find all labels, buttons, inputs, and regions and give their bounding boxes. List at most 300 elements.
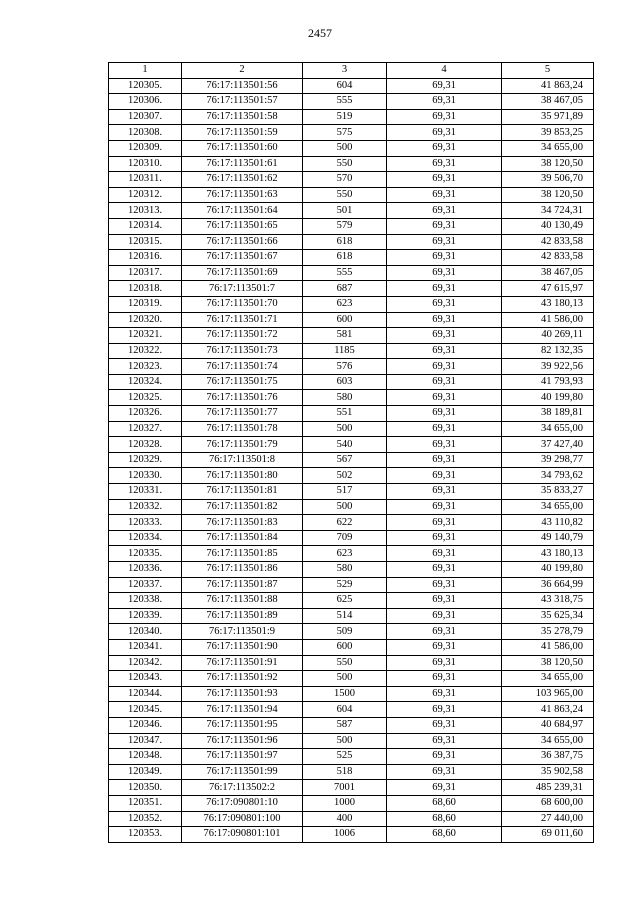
table-row [109, 312, 594, 328]
table-cell: 76:17:113501:75 [182, 374, 303, 390]
table-cell: 69,31 [387, 94, 502, 110]
table-cell: 69,31 [387, 359, 502, 375]
page-number: 2457 [308, 26, 332, 40]
table-cell: 76:17:113501:8 [182, 452, 303, 468]
table-cell: 68,60 [387, 811, 502, 827]
table-row [109, 78, 594, 94]
table-cell: 120336. [109, 562, 182, 578]
table-cell: 120322. [109, 343, 182, 359]
table-cell: 120318. [109, 281, 182, 297]
table-cell: 120327. [109, 421, 182, 437]
table-cell: 76:17:113501:56 [182, 78, 303, 94]
table-row [109, 546, 594, 562]
table-cell: 69,31 [387, 686, 502, 702]
table-cell: 76:17:113501:73 [182, 343, 303, 359]
header-row [109, 63, 594, 79]
table-cell: 69,31 [387, 172, 502, 188]
table-cell: 38 467,05 [502, 94, 594, 110]
table-cell: 34 793,62 [502, 468, 594, 484]
table-cell: 1500 [303, 686, 387, 702]
table-cell: 69,31 [387, 109, 502, 125]
table-cell: 120305. [109, 78, 182, 94]
table-body [109, 78, 594, 842]
table-cell: 76:17:113501:57 [182, 94, 303, 110]
table-cell: 120309. [109, 140, 182, 156]
table-cell: 38 189,81 [502, 406, 594, 422]
table-cell: 76:17:113501:95 [182, 717, 303, 733]
table-row [109, 562, 594, 578]
table-cell: 120333. [109, 515, 182, 531]
table-cell: 120330. [109, 468, 182, 484]
table-cell: 69,31 [387, 140, 502, 156]
table-cell: 76:17:113502:2 [182, 780, 303, 796]
table-cell: 120325. [109, 390, 182, 406]
column-header: 5 [502, 63, 594, 79]
table-cell: 120342. [109, 655, 182, 671]
table-cell: 76:17:113501:83 [182, 515, 303, 531]
table-cell: 68,60 [387, 795, 502, 811]
table-cell: 69,31 [387, 187, 502, 203]
table-row [109, 780, 594, 796]
column-header: 1 [109, 63, 182, 79]
table-cell: 69,31 [387, 530, 502, 546]
table-cell: 120308. [109, 125, 182, 141]
table-cell: 76:17:113501:86 [182, 562, 303, 578]
table-cell: 525 [303, 749, 387, 765]
table-cell: 76:17:113501:88 [182, 593, 303, 609]
table-cell: 501 [303, 203, 387, 219]
table-cell: 69,31 [387, 296, 502, 312]
table-cell: 600 [303, 639, 387, 655]
data-table [108, 62, 594, 843]
table-cell: 69,31 [387, 655, 502, 671]
table-cell: 76:17:090801:10 [182, 795, 303, 811]
table-row [109, 156, 594, 172]
column-header: 3 [303, 63, 387, 79]
table-cell: 623 [303, 296, 387, 312]
table-row [109, 764, 594, 780]
table-cell: 120324. [109, 374, 182, 390]
table-cell: 41 793,93 [502, 374, 594, 390]
table-cell: 76:17:113501:66 [182, 234, 303, 250]
table-cell: 555 [303, 265, 387, 281]
table-cell: 551 [303, 406, 387, 422]
table-cell: 120321. [109, 328, 182, 344]
table-cell: 76:17:113501:76 [182, 390, 303, 406]
table-row [109, 203, 594, 219]
table-cell: 43 110,82 [502, 515, 594, 531]
table-row [109, 515, 594, 531]
table-row [109, 187, 594, 203]
table-cell: 69,31 [387, 421, 502, 437]
table-cell: 120349. [109, 764, 182, 780]
table-cell: 42 833,58 [502, 234, 594, 250]
table-cell: 120338. [109, 593, 182, 609]
table-cell: 43 180,13 [502, 296, 594, 312]
table-row [109, 437, 594, 453]
table-cell: 120345. [109, 702, 182, 718]
table-cell: 40 130,49 [502, 218, 594, 234]
table-cell: 76:17:113501:72 [182, 328, 303, 344]
table-cell: 47 615,97 [502, 281, 594, 297]
table-cell: 69,31 [387, 328, 502, 344]
table-cell: 69,31 [387, 437, 502, 453]
table-row [109, 733, 594, 749]
table-cell: 120323. [109, 359, 182, 375]
table-cell: 69,31 [387, 764, 502, 780]
table-cell: 120315. [109, 234, 182, 250]
table-cell: 76:17:113501:94 [182, 702, 303, 718]
table-cell: 76:17:113501:82 [182, 499, 303, 515]
table-cell: 618 [303, 234, 387, 250]
table-cell: 76:17:113501:62 [182, 172, 303, 188]
table-cell: 120344. [109, 686, 182, 702]
table-row [109, 406, 594, 422]
table-cell: 49 140,79 [502, 530, 594, 546]
table-cell: 43 318,75 [502, 593, 594, 609]
table-cell: 709 [303, 530, 387, 546]
table-cell: 36 387,75 [502, 749, 594, 765]
table-cell: 120348. [109, 749, 182, 765]
table-row [109, 281, 594, 297]
table-row [109, 702, 594, 718]
table-row [109, 671, 594, 687]
table-cell: 120331. [109, 484, 182, 500]
table-cell: 604 [303, 702, 387, 718]
column-header: 4 [387, 63, 502, 79]
table-cell: 69,31 [387, 546, 502, 562]
table-cell: 579 [303, 218, 387, 234]
table-cell: 500 [303, 421, 387, 437]
table-cell: 580 [303, 562, 387, 578]
table-cell: 120346. [109, 717, 182, 733]
table-cell: 38 467,05 [502, 265, 594, 281]
table-cell: 69,31 [387, 624, 502, 640]
table-cell: 69,31 [387, 593, 502, 609]
table-cell: 120334. [109, 530, 182, 546]
table-row [109, 421, 594, 437]
table-cell: 500 [303, 499, 387, 515]
table-cell: 500 [303, 671, 387, 687]
table-cell: 120312. [109, 187, 182, 203]
table-cell: 41 586,00 [502, 312, 594, 328]
table-cell: 625 [303, 593, 387, 609]
table-cell: 69,31 [387, 452, 502, 468]
table-cell: 69,31 [387, 203, 502, 219]
table-cell: 529 [303, 577, 387, 593]
table-cell: 76:17:113501:70 [182, 296, 303, 312]
table-cell: 400 [303, 811, 387, 827]
table-cell: 39 922,56 [502, 359, 594, 375]
table-cell: 120316. [109, 250, 182, 266]
table-cell: 485 239,31 [502, 780, 594, 796]
table-cell: 120317. [109, 265, 182, 281]
table-cell: 69,31 [387, 515, 502, 531]
table-cell: 41 863,24 [502, 702, 594, 718]
table-cell: 120352. [109, 811, 182, 827]
table-cell: 69,31 [387, 78, 502, 94]
table-row [109, 484, 594, 500]
table-cell: 38 120,50 [502, 156, 594, 172]
table-cell: 120351. [109, 795, 182, 811]
table-cell: 68 600,00 [502, 795, 594, 811]
table-cell: 34 655,00 [502, 671, 594, 687]
table-cell: 580 [303, 390, 387, 406]
table-row [109, 390, 594, 406]
table-row [109, 265, 594, 281]
table-row [109, 374, 594, 390]
table-cell: 120314. [109, 218, 182, 234]
table-cell: 76:17:113501:65 [182, 218, 303, 234]
table-cell: 555 [303, 94, 387, 110]
table-cell: 623 [303, 546, 387, 562]
table-cell: 69,31 [387, 406, 502, 422]
table-cell: 76:17:113501:67 [182, 250, 303, 266]
table-row [109, 140, 594, 156]
table-row [109, 359, 594, 375]
table-cell: 82 132,35 [502, 343, 594, 359]
column-header: 2 [182, 63, 303, 79]
table-cell: 604 [303, 78, 387, 94]
table-row [109, 468, 594, 484]
table-cell: 69,31 [387, 250, 502, 266]
table-cell: 7001 [303, 780, 387, 796]
table-cell: 103 965,00 [502, 686, 594, 702]
table-row [109, 250, 594, 266]
table-row [109, 639, 594, 655]
table-cell: 76:17:113501:91 [182, 655, 303, 671]
table-cell: 120310. [109, 156, 182, 172]
table-row [109, 94, 594, 110]
table-cell: 40 199,80 [502, 562, 594, 578]
table-cell: 518 [303, 764, 387, 780]
table-cell: 76:17:113501:81 [182, 484, 303, 500]
table-cell: 34 655,00 [502, 733, 594, 749]
table-cell: 76:17:113501:69 [182, 265, 303, 281]
table-cell: 576 [303, 359, 387, 375]
table-cell: 69,31 [387, 702, 502, 718]
table-row [109, 328, 594, 344]
table-cell: 35 278,79 [502, 624, 594, 640]
table-cell: 42 833,58 [502, 250, 594, 266]
table-cell: 76:17:113501:79 [182, 437, 303, 453]
table-cell: 69,31 [387, 343, 502, 359]
table-cell: 40 199,80 [502, 390, 594, 406]
table-cell: 76:17:113501:92 [182, 671, 303, 687]
table-cell: 76:17:113501:80 [182, 468, 303, 484]
table-cell: 622 [303, 515, 387, 531]
table-cell: 540 [303, 437, 387, 453]
table-cell: 69,31 [387, 234, 502, 250]
table-cell: 120320. [109, 312, 182, 328]
table-cell: 34 724,31 [502, 203, 594, 219]
table-cell: 120347. [109, 733, 182, 749]
table-cell: 120326. [109, 406, 182, 422]
table-cell: 120329. [109, 452, 182, 468]
table-cell: 76:17:113501:90 [182, 639, 303, 655]
table-cell: 76:17:113501:64 [182, 203, 303, 219]
table-cell: 120313. [109, 203, 182, 219]
table-cell: 76:17:113501:71 [182, 312, 303, 328]
table-cell: 120339. [109, 608, 182, 624]
table-cell: 514 [303, 608, 387, 624]
table-cell: 550 [303, 655, 387, 671]
table-cell: 120311. [109, 172, 182, 188]
table-row [109, 717, 594, 733]
table-row [109, 608, 594, 624]
table-cell: 27 440,00 [502, 811, 594, 827]
table-cell: 69,31 [387, 156, 502, 172]
table-cell: 550 [303, 187, 387, 203]
table-cell: 35 833,27 [502, 484, 594, 500]
table-cell: 1000 [303, 795, 387, 811]
table-row [109, 218, 594, 234]
table-cell: 69,31 [387, 390, 502, 406]
table-cell: 618 [303, 250, 387, 266]
table-cell: 1185 [303, 343, 387, 359]
table-cell: 40 684,97 [502, 717, 594, 733]
table-cell: 34 655,00 [502, 421, 594, 437]
table-cell: 69 011,60 [502, 827, 594, 843]
table-cell: 69,31 [387, 562, 502, 578]
table-cell: 69,31 [387, 577, 502, 593]
table-row [109, 827, 594, 843]
table-cell: 517 [303, 484, 387, 500]
table-cell: 500 [303, 140, 387, 156]
table-cell: 69,31 [387, 733, 502, 749]
table-cell: 120328. [109, 437, 182, 453]
table-cell: 603 [303, 374, 387, 390]
table-cell: 570 [303, 172, 387, 188]
table-cell: 69,31 [387, 484, 502, 500]
table-row [109, 624, 594, 640]
table-row [109, 811, 594, 827]
table-cell: 120335. [109, 546, 182, 562]
table-cell: 76:17:113501:74 [182, 359, 303, 375]
table-cell: 120307. [109, 109, 182, 125]
table-cell: 76:17:113501:84 [182, 530, 303, 546]
table-cell: 76:17:113501:89 [182, 608, 303, 624]
table-cell: 41 586,00 [502, 639, 594, 655]
table-cell: 120340. [109, 624, 182, 640]
table-cell: 69,31 [387, 749, 502, 765]
table-cell: 69,31 [387, 374, 502, 390]
table-row [109, 109, 594, 125]
table-cell: 76:17:113501:7 [182, 281, 303, 297]
table-cell: 581 [303, 328, 387, 344]
table-cell: 69,31 [387, 125, 502, 141]
table-cell: 69,31 [387, 639, 502, 655]
table-cell: 687 [303, 281, 387, 297]
table-row [109, 577, 594, 593]
table-row [109, 296, 594, 312]
table-cell: 600 [303, 312, 387, 328]
table-cell: 76:17:090801:101 [182, 827, 303, 843]
table-row [109, 452, 594, 468]
table-cell: 567 [303, 452, 387, 468]
table-cell: 76:17:113501:85 [182, 546, 303, 562]
table-cell: 1006 [303, 827, 387, 843]
table-cell: 39 853,25 [502, 125, 594, 141]
table-row [109, 749, 594, 765]
table-row [109, 655, 594, 671]
table-cell: 76:17:113501:99 [182, 764, 303, 780]
table-cell: 76:17:113501:77 [182, 406, 303, 422]
table-cell: 76:17:090801:100 [182, 811, 303, 827]
table-cell: 550 [303, 156, 387, 172]
table-cell: 68,60 [387, 827, 502, 843]
table-cell: 69,31 [387, 780, 502, 796]
table-cell: 37 427,40 [502, 437, 594, 453]
table-cell: 76:17:113501:96 [182, 733, 303, 749]
table-cell: 76:17:113501:60 [182, 140, 303, 156]
table-cell: 120343. [109, 671, 182, 687]
table-cell: 120353. [109, 827, 182, 843]
table-cell: 69,31 [387, 608, 502, 624]
table-row [109, 234, 594, 250]
table-cell: 120341. [109, 639, 182, 655]
table-cell: 500 [303, 733, 387, 749]
table-row [109, 530, 594, 546]
table-cell: 76:17:113501:97 [182, 749, 303, 765]
table-cell: 120332. [109, 499, 182, 515]
table-row [109, 593, 594, 609]
table-cell: 39 298,77 [502, 452, 594, 468]
table-cell: 76:17:113501:61 [182, 156, 303, 172]
table-cell: 76:17:113501:87 [182, 577, 303, 593]
table-row [109, 125, 594, 141]
table-cell: 69,31 [387, 265, 502, 281]
table-cell: 120319. [109, 296, 182, 312]
table-cell: 76:17:113501:78 [182, 421, 303, 437]
table-cell: 35 625,34 [502, 608, 594, 624]
table-cell: 35 971,89 [502, 109, 594, 125]
table-cell: 76:17:113501:63 [182, 187, 303, 203]
table-cell: 120350. [109, 780, 182, 796]
table-cell: 69,31 [387, 312, 502, 328]
table-cell: 519 [303, 109, 387, 125]
table-cell: 69,31 [387, 671, 502, 687]
table-cell: 35 902,58 [502, 764, 594, 780]
table-cell: 509 [303, 624, 387, 640]
table-cell: 34 655,00 [502, 140, 594, 156]
table-cell: 40 269,11 [502, 328, 594, 344]
table-cell: 575 [303, 125, 387, 141]
table-cell: 587 [303, 717, 387, 733]
table-row [109, 795, 594, 811]
table-cell: 76:17:113501:93 [182, 686, 303, 702]
table-cell: 502 [303, 468, 387, 484]
table-cell: 120337. [109, 577, 182, 593]
table-cell: 69,31 [387, 218, 502, 234]
table-cell: 69,31 [387, 717, 502, 733]
table-row [109, 172, 594, 188]
table-cell: 120306. [109, 94, 182, 110]
table-cell: 43 180,13 [502, 546, 594, 562]
table-cell: 76:17:113501:58 [182, 109, 303, 125]
table-cell: 69,31 [387, 468, 502, 484]
table-cell: 69,31 [387, 499, 502, 515]
table-cell: 69,31 [387, 281, 502, 297]
table-cell: 76:17:113501:9 [182, 624, 303, 640]
table-cell: 36 664,99 [502, 577, 594, 593]
table-row [109, 499, 594, 515]
table-row [109, 343, 594, 359]
table-cell: 38 120,50 [502, 655, 594, 671]
table-cell: 39 506,70 [502, 172, 594, 188]
table-cell: 38 120,50 [502, 187, 594, 203]
table-cell: 76:17:113501:59 [182, 125, 303, 141]
